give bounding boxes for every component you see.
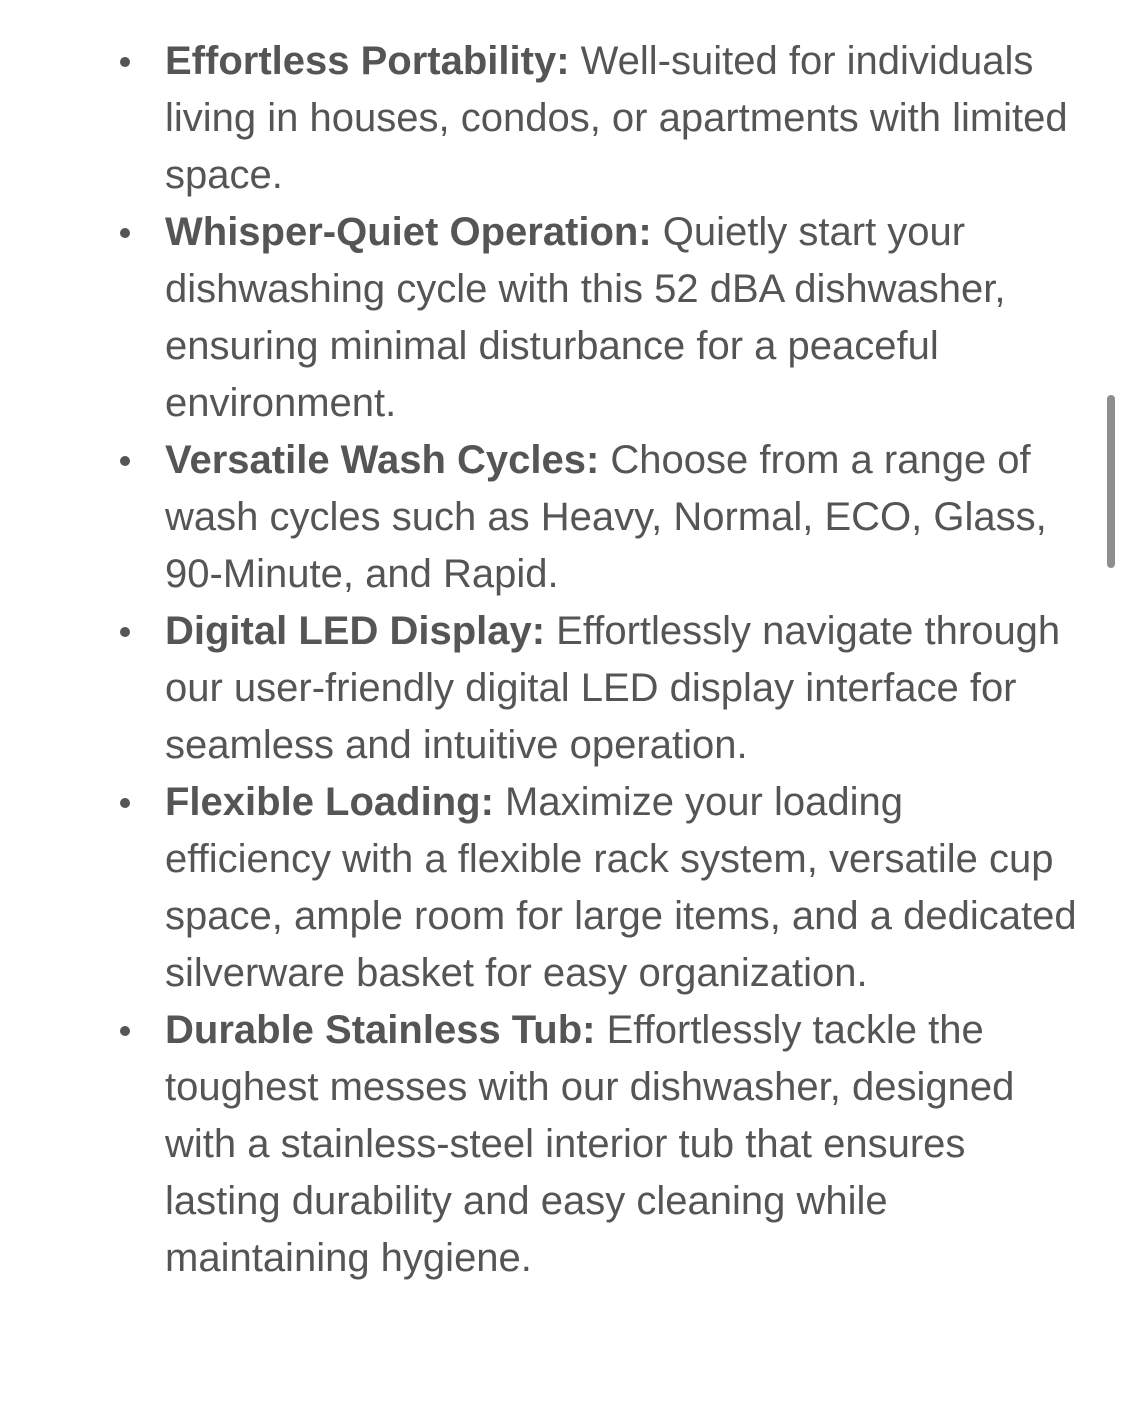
feature-item-portability	[0, 33, 1100, 204]
feature-title: Effortless Portability:	[165, 39, 581, 83]
feature-description: Maximize your loading efficiency with a flexible rack system, versatile cup space, ample room for large items, and a dedicated silverware basket for easy organization.	[165, 780, 1077, 995]
bullet-icon	[120, 228, 130, 238]
feature-item-stainless-tub	[0, 1002, 1100, 1287]
scrollbar-thumb[interactable]	[1107, 395, 1115, 568]
feature-title: Versatile Wash Cycles:	[165, 438, 611, 482]
bullet-icon	[120, 456, 130, 466]
feature-list	[0, 33, 1100, 1287]
feature-description: Choose from a range of wash cycles such as Heavy, Normal, ECO, Glass, 90-Minute, and Rapid.	[165, 438, 1047, 596]
bullet-icon	[120, 627, 130, 637]
feature-title: Flexible Loading:	[165, 780, 506, 824]
feature-description: Well-suited for individuals living in houses, condos, or apartments with limited space.	[165, 39, 1068, 197]
bullet-icon	[120, 798, 130, 808]
bullet-icon	[120, 57, 130, 67]
feature-item-flexible-loading	[0, 774, 1100, 1002]
feature-title: Durable Stainless Tub:	[165, 1008, 607, 1052]
feature-item-wash-cycles	[0, 432, 1100, 603]
feature-item-quiet-operation	[0, 204, 1100, 432]
feature-description: Quietly start your dishwashing cycle with this 52 dBA dishwasher, ensuring minimal disturbance for a peaceful environment.	[165, 210, 1006, 425]
feature-title: Whisper-Quiet Operation:	[165, 210, 663, 254]
feature-item-led-display	[0, 603, 1100, 774]
bullet-icon	[120, 1026, 130, 1036]
feature-description: Effortlessly navigate through our user-friendly digital LED display interface for seamless and intuitive operation.	[165, 609, 1061, 767]
feature-title: Digital LED Display:	[165, 609, 557, 653]
feature-description: Effortlessly tackle the toughest messes with our dishwasher, designed with a stainless-steel interior tub that ensures lasting durability and easy cleaning while maintaining hygiene.	[165, 1008, 1015, 1280]
